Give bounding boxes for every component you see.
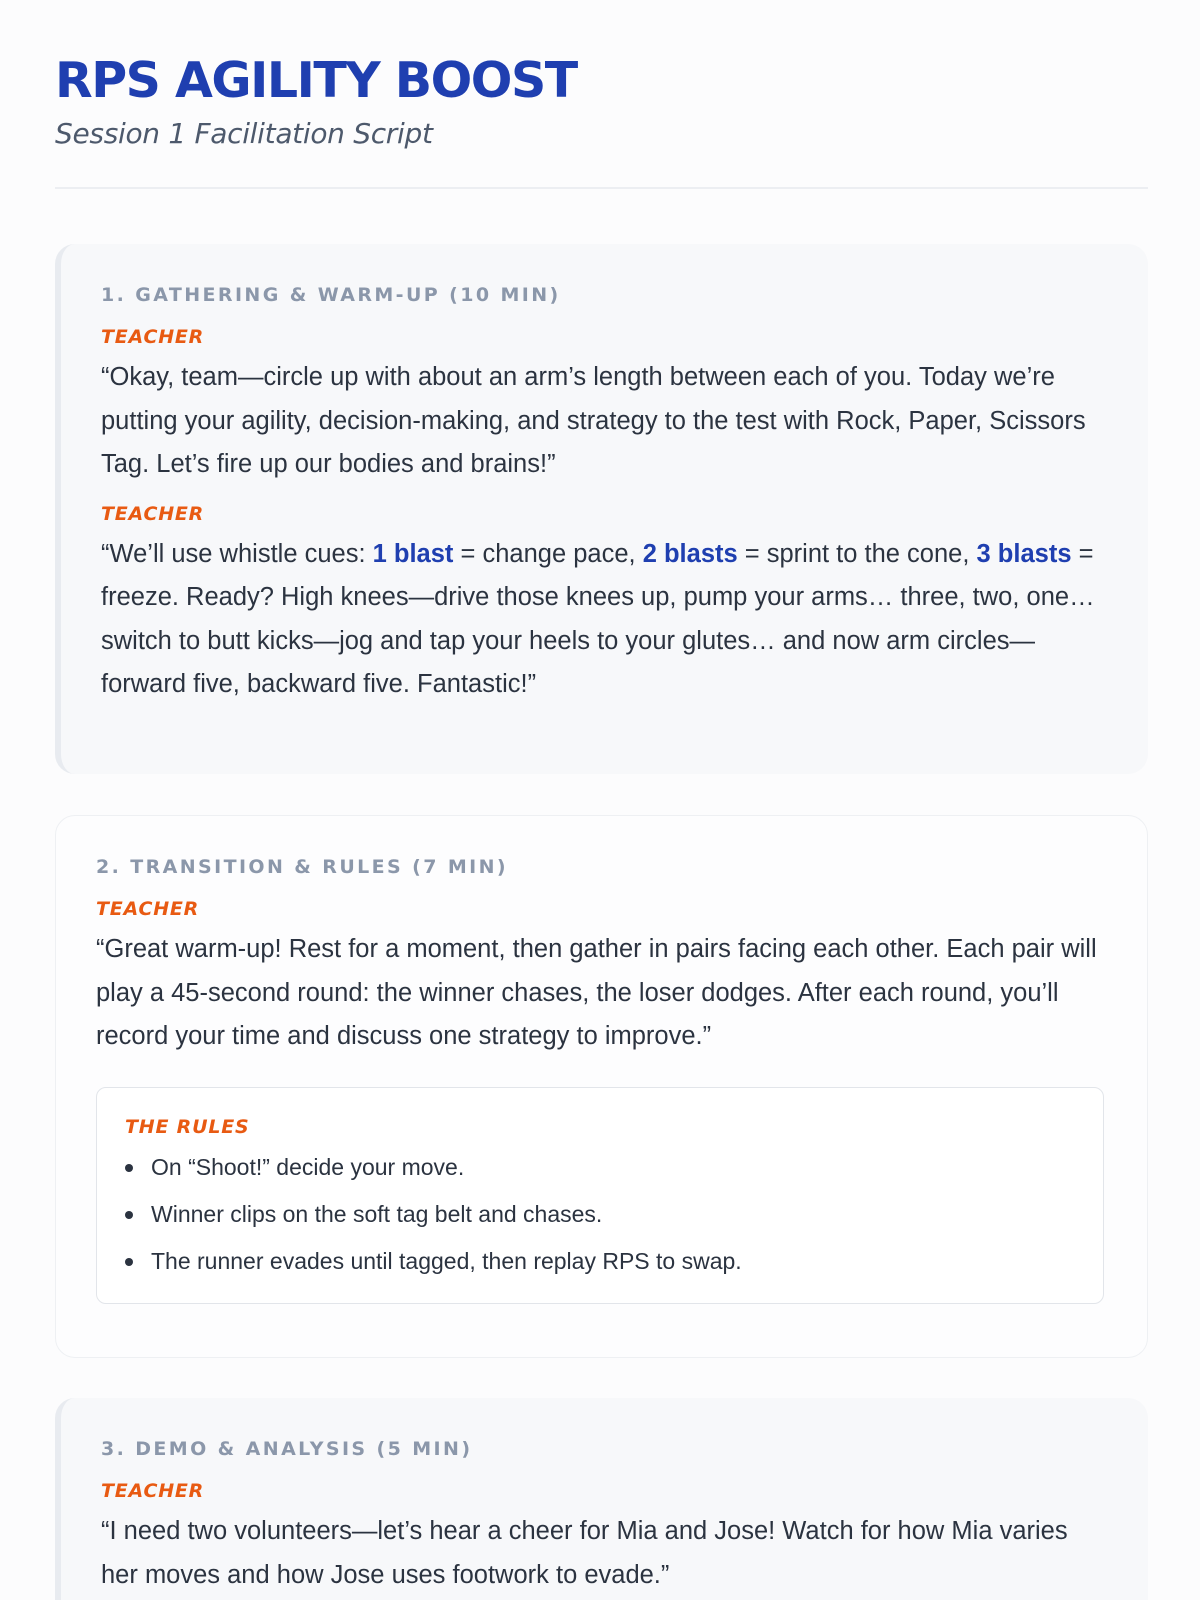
bullet-icon: [125, 1258, 133, 1266]
section-gathering-warmup: [55, 244, 1148, 774]
header-divider: [55, 187, 1148, 189]
list-item: [125, 1238, 1075, 1285]
list-item: [125, 1191, 1075, 1238]
section-heading: 3. DEMO & ANALYSIS (5 MIN): [101, 1438, 473, 1460]
list-item: [125, 1144, 1075, 1191]
speech-text: “We’ll use whistle cues:: [101, 539, 373, 568]
cue-one-blast: 1 blast: [372, 539, 454, 568]
section-heading: 2. TRANSITION & RULES (7 MIN): [96, 856, 509, 878]
teacher-speech: “I need two volunteers—let’s hear a cheer for Mia and Jose! Watch for how Mia varies her moves and how Jose uses footwork to evade.”: [101, 1517, 1068, 1589]
teacher-speech: “Great warm-up! Rest for a moment, then gather in pairs facing each other. Each pair will play a 45-second round: the winner chases, the loser dodges. After each round, you’ll record your time and discuss one strategy to improve.”: [96, 935, 1097, 1050]
speech-text: = sprint to the cone,: [737, 539, 977, 568]
bullet-icon: [125, 1164, 133, 1172]
speaker-label: TEACHER: [101, 502, 205, 525]
teacher-speech: “Okay, team—circle up with about an arm’s length between each of you. Today we’re putting your agility, decision-making, and strategy to the test with Rock, Paper, Scissors Tag. Let’s fire up our bodies and brains!”: [101, 363, 1086, 478]
section-transition-rules: [55, 815, 1148, 1358]
speech-text: = freeze. Ready? High knees—drive those knees up, pump your arms… three, two, one… switch to butt kicks—jog and tap your heels to your glutes… and now arm circles—forward five, backward five. Fantastic!”: [101, 539, 1095, 698]
bullet-icon: [125, 1211, 133, 1219]
rule-text: On “Shoot!” decide your move.: [151, 1153, 465, 1180]
speaker-label: TEACHER: [101, 326, 205, 348]
speech-text: = change pace,: [453, 539, 643, 568]
rules-list: [125, 1144, 1075, 1285]
page-subtitle: Session 1 Facilitation Script: [55, 117, 433, 150]
cue-three-blasts: 3 blasts: [976, 539, 1072, 568]
rule-text: The runner evades until tagged, then replay RPS to swap.: [151, 1247, 742, 1274]
cue-two-blasts: 2 blasts: [642, 539, 738, 568]
rules-label: THE RULES: [125, 1115, 250, 1138]
rules-box: [96, 1087, 1104, 1304]
section-demo-analysis: [55, 1398, 1148, 1600]
page-title: RPS AGILITY BOOST: [55, 52, 577, 109]
teacher-speech-whistle-cues: [101, 533, 1098, 707]
section-heading: 1. GATHERING & WARM-UP (10 MIN): [101, 284, 561, 306]
speaker-label: TEACHER: [96, 898, 200, 920]
speaker-label: TEACHER: [101, 1480, 205, 1502]
rule-text: Winner clips on the soft tag belt and chases.: [151, 1200, 603, 1227]
